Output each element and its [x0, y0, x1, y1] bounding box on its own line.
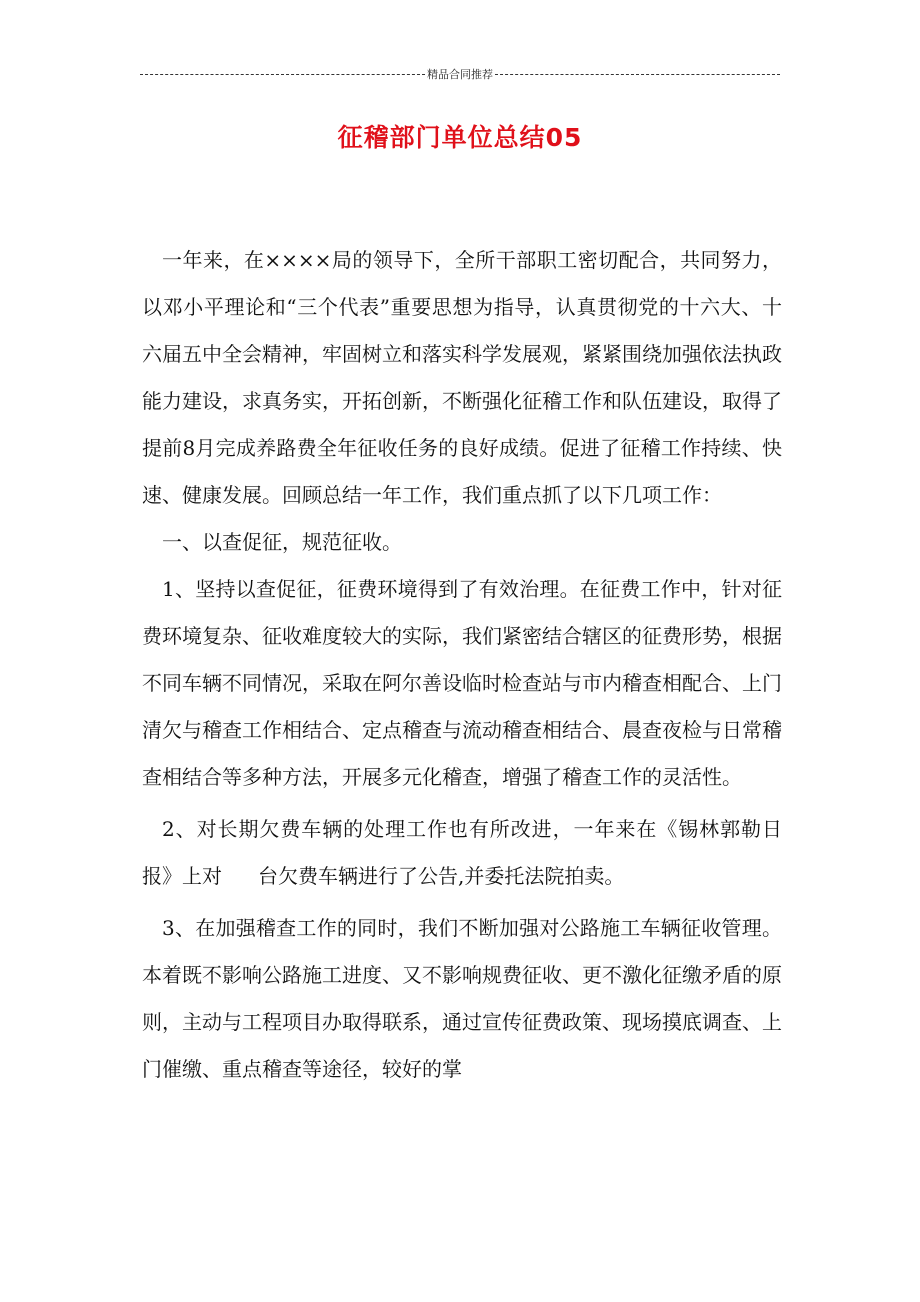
page-header: [140, 66, 780, 82]
header-label: 精品合同推荐: [427, 68, 493, 81]
item2-text-a: 2、对长期欠费车辆的处理工作也有所改进，一年来在《锡林郭勒日报》上对: [142, 817, 782, 888]
document-body: [142, 237, 782, 1093]
intro-paragraph: 一年来，在××××局的领导下，全所干部职工密切配合，共同努力，以邓小平理论和“三个代表”重要思想为指导，认真贯彻党的十六大、十六届五中全会精神，牢固树立和落实科学发展观，紧紧围绕加强依法执政能力建设，求真务实，开拓创新，不断强化征稽工作和队伍建设，取得了提前8月完成养路费全年征收任务的良好成绩。促进了征稽工作持续、快速、健康发展。回顾总结一年工作，我们重点抓了以下几项工作：: [142, 248, 782, 507]
header-dash-right: [495, 74, 780, 75]
document-title: 征稽部门单位总结05: [337, 123, 583, 152]
item-paragraph-2: [142, 806, 782, 900]
section-title: 以查促征，规范征收。: [202, 530, 402, 554]
item-paragraph-1: 1、坚持以查促征，征费环境得到了有效治理。在征费工作中，针对征费环境复杂、征收难度较大的实际，我们紧密结合辖区的征费形势，根据不同车辆不同情况，采取在阿尔善设临时检查站与市内稽查相配合、上门清欠与稽查工作相结合、定点稽查与流动稽查相结合、晨查夜检与日常稽查相结合等多种方法，开展多元化稽查，增强了稽查工作的灵活性。: [142, 577, 782, 789]
item-paragraph-3: 3、在加强稽查工作的同时，我们不断加强对公路施工车辆征收管理。本着既不影响公路施工进度、又不影响规费征收、更不激化征缴矛盾的原则，主动与工程项目办取得联系，通过宣传征费政策、现场摸底调查、上门催缴、重点稽查等途径，较好的掌: [142, 916, 782, 1081]
header-dash-left: [140, 74, 425, 75]
section-heading: [142, 519, 782, 566]
item2-text-b: 台欠费车辆进行了公告,并委托法院拍卖。: [258, 864, 625, 888]
section-number: 一、: [162, 530, 202, 554]
